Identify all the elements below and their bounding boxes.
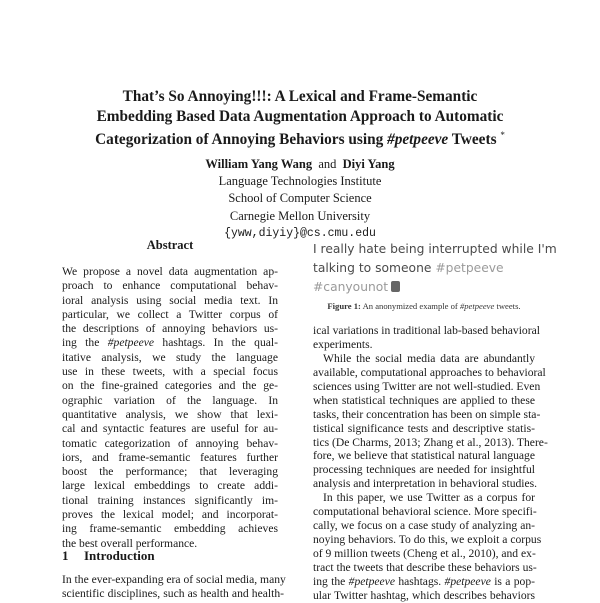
right-column-body — [313, 324, 548, 603]
text-line: particular, we collect a Twitter corpus of — [62, 307, 278, 321]
text-line: ical variations in traditional lab-based behavioral — [313, 324, 540, 337]
text-line: tract the tweets that describe these behaviors us- — [313, 560, 537, 574]
text-line: itative analysis, we study the language — [62, 350, 278, 364]
text-line: experiments. — [313, 337, 373, 351]
tweet-hashtag: #canyounot — [313, 280, 389, 294]
text-line: boost the performance; that leveraging — [62, 465, 278, 479]
emoji-icon — [391, 281, 400, 292]
figure-tweet — [313, 240, 557, 297]
text-line: We propose a novel data augmentation ap- — [62, 265, 278, 278]
text-line: ing the #petpeeve hashtags. In the qual- — [62, 336, 278, 350]
text-line: the descriptions of annoying behaviors us- — [62, 322, 278, 336]
text-line: on the fine-grained categories and the ge- — [62, 379, 278, 393]
text-line: of 9 million tweets (Cheng et al., 2010), and ex- — [313, 547, 536, 560]
hashtag: #petpeeve — [107, 336, 155, 350]
section-title: Introduction — [84, 548, 155, 563]
text-line: In this paper, we use Twitter as a corpus for — [323, 491, 535, 505]
author-2: Diyi Yang — [342, 157, 395, 171]
text-line: proves the lexical model; and incorporat- — [62, 508, 278, 522]
tweet-line — [313, 278, 557, 297]
text-line: large lexical embeddings to create addi- — [62, 479, 278, 493]
text-line: While the social media data are abundantly — [323, 351, 535, 365]
text-line: when statistical techniques are applied to these — [313, 393, 535, 407]
title-tail: Tweets — [448, 131, 497, 149]
tweet-line — [313, 259, 557, 278]
text-line: cal and syntactic features are useful for au- — [62, 422, 278, 436]
text-line: tomatic categorization of annoying behav- — [62, 436, 278, 450]
text-line: scientific disciplines, such as health and health- — [62, 587, 284, 601]
abstract-heading: Abstract — [146, 238, 194, 252]
abstract-body — [62, 265, 278, 551]
text-line: processing techniques are needed for insightful — [313, 463, 535, 477]
text-line: cally, we focus on a case study of analyzing an- — [313, 519, 535, 533]
introduction-heading — [62, 548, 155, 564]
affiliation-line: Carnegie Mellon University — [229, 208, 371, 223]
text-line: fore, we believe that statistical natural language — [313, 449, 535, 463]
author-email: {yww,diyiy}@cs.cmu.edu — [224, 226, 376, 240]
figure-caption — [313, 301, 535, 311]
paper-title — [60, 87, 540, 150]
hashtag: #petpeeve — [348, 574, 395, 588]
text-line: tasks, their concentration has been on simple sta- — [313, 407, 541, 421]
text-line: ographic variation of the language. In — [62, 393, 278, 407]
title-line — [60, 126, 540, 150]
text-line: quantitative analysis, we show that lexi- — [62, 407, 278, 421]
text-line: sciences using Twitter are not well-studied. Even — [313, 379, 541, 393]
and-text: and — [318, 157, 337, 171]
affiliation-line: School of Computer Science — [228, 191, 372, 206]
tweet-line: I really hate being interrupted while I'm — [313, 242, 557, 256]
tweet-text: talking to someone — [313, 261, 436, 275]
text-line: iors, and frame-semantic features further — [62, 450, 278, 464]
text-line: the best overall performance. — [62, 536, 198, 550]
text-line: ing frame-semantic embedding achieves — [62, 522, 278, 536]
text-line: tics (De Charms, 2013; Zhang et al., 2013). There- — [313, 435, 548, 449]
author-1: William Yang Wang — [205, 157, 313, 171]
footnote-mark: * — [500, 130, 505, 140]
tweet-hashtag: #petpeeve — [435, 261, 504, 275]
text-line: In the ever-expanding era of social media, many — [62, 573, 286, 586]
text-line: ing the #petpeeve hashtags. #petpeeve is a pop- — [313, 574, 536, 588]
affiliation-line: Language Technologies Institute — [218, 174, 382, 189]
caption-text: An anonymized example of — [360, 301, 460, 311]
text-line: proach to enhance computational behav- — [62, 279, 278, 293]
hashtag: #petpeeve — [444, 574, 491, 588]
text-line: use in these tweets, with a special focus — [62, 365, 278, 379]
caption-hashtag: #petpeeve — [459, 301, 495, 311]
text-line: ular Twitter hashtag, which describes behaviors — [313, 588, 535, 602]
section-number: 1 — [62, 548, 69, 563]
caption-tail: tweets. — [494, 301, 521, 311]
text-line: computational behavioral science. More specifi- — [313, 505, 537, 519]
caption-label: Figure 1: — [327, 301, 361, 311]
text-line: analysis and interpretation in behavioral studies. — [313, 477, 538, 491]
text-line: ioral analysis using social media text. In — [62, 293, 278, 307]
title-hashtag: #petpeeve — [387, 131, 449, 149]
title-text: Categorization of Annoying Behaviors using — [95, 131, 388, 149]
author-block — [100, 156, 500, 242]
title-line: Embedding Based Data Augmentation Approach to Automatic — [96, 107, 504, 125]
author-names — [100, 156, 500, 173]
text-line: noying behaviors. To do this, we exploit a corpus — [313, 533, 542, 547]
text-line: tional training instances significantly im- — [62, 493, 278, 507]
text-line: available, computational approaches to behavioral — [313, 365, 546, 379]
title-line: That’s So Annoying!!!: A Lexical and Frame-Semantic — [122, 88, 478, 105]
text-line: tistical significance tests and descriptive statis- — [313, 421, 535, 435]
introduction-body — [62, 573, 284, 602]
